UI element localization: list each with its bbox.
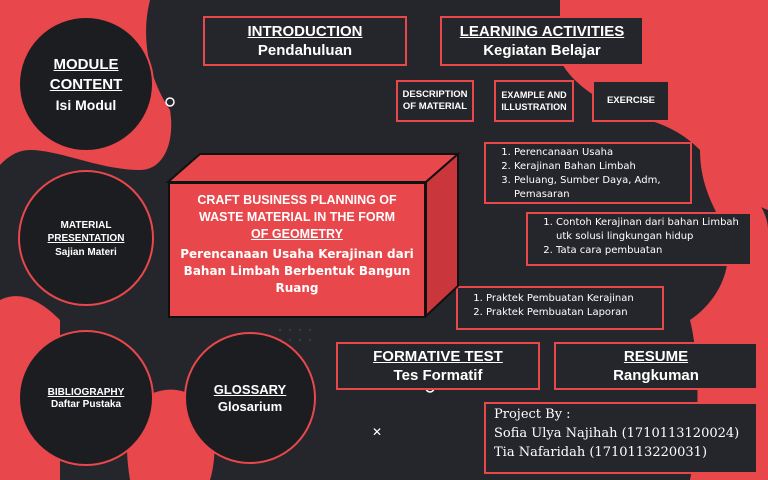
formative-test-box[interactable] bbox=[336, 342, 540, 390]
glossary-title: GLOSSARY bbox=[213, 382, 287, 397]
list-item: 2. Praktek Pembuatan Laporan bbox=[486, 306, 656, 320]
learning-activities-subtitle: Kegiatan Belajar bbox=[483, 42, 601, 59]
module-content-circle[interactable] bbox=[18, 16, 154, 152]
resume-box[interactable] bbox=[554, 342, 758, 390]
center-topic-box[interactable] bbox=[168, 182, 426, 318]
project-credits bbox=[484, 402, 758, 474]
resume-title: RESUME bbox=[623, 348, 689, 365]
project-label: Project By : bbox=[494, 407, 571, 422]
resume-subtitle: Rangkuman bbox=[613, 367, 699, 384]
material-presentation-circle[interactable] bbox=[18, 170, 154, 306]
learning-activities-box[interactable] bbox=[440, 16, 644, 66]
list-item: 2. Tata cara pembuatan bbox=[556, 244, 744, 258]
center-subtitle: Perencanaan Usaha Kerajinan dari Bahan Limbah Berbentuk Bangun Ruang bbox=[180, 247, 414, 295]
list-item: 1. Praktek Pembuatan Kerajinan bbox=[486, 292, 656, 306]
list-item: 1. Contoh Kerajinan dari bahan Limbah utk solusi lingkungan hidup bbox=[556, 216, 744, 244]
list-item: 2. Kerajinan Bahan Limbah bbox=[514, 160, 684, 174]
learning-activities-title: LEARNING ACTIVITIES bbox=[459, 23, 625, 40]
bibliography-circle[interactable] bbox=[18, 330, 154, 466]
center-title bbox=[170, 192, 424, 243]
list-item: 1. Perencanaan Usaha bbox=[514, 146, 684, 160]
description-of-material-box[interactable]: DESCRIPTION OF MATERIAL bbox=[396, 80, 474, 122]
list-item: 3. Peluang, Sumber Daya, Adm, Pemasaran bbox=[514, 174, 684, 202]
exercise-list bbox=[456, 286, 664, 330]
material-presentation-title-line2: PRESENTATION bbox=[47, 232, 125, 244]
material-presentation-title bbox=[48, 219, 125, 245]
bibliography-title: BIBLIOGRAPHY bbox=[47, 386, 125, 398]
formative-test-title: FORMATIVE TEST bbox=[373, 348, 503, 365]
formative-test-subtitle: Tes Formatif bbox=[393, 367, 483, 384]
center-title-line1: CRAFT BUSINESS PLANNING OF bbox=[197, 193, 397, 207]
introduction-box[interactable] bbox=[203, 16, 407, 66]
glossary-subtitle: Glosarium bbox=[217, 399, 283, 414]
glossary-circle[interactable] bbox=[184, 332, 316, 464]
center-title-line2: WASTE MATERIAL IN THE FORM bbox=[198, 210, 396, 224]
example-and-illustration-box[interactable]: EXAMPLE AND ILLUSTRATION bbox=[494, 80, 574, 122]
introduction-subtitle: Pendahuluan bbox=[257, 42, 353, 59]
project-member: Tia Nafaridah (1710113220031) bbox=[494, 445, 708, 460]
description-list bbox=[484, 142, 692, 204]
example-list bbox=[526, 212, 752, 266]
center-title-line3: OF GEOMETRY bbox=[251, 227, 343, 241]
introduction-title: INTRODUCTION bbox=[247, 23, 363, 40]
project-member: Sofia Ulya Najihah (1710113120024) bbox=[494, 426, 740, 441]
material-presentation-subtitle: Sajian Materi bbox=[55, 246, 117, 258]
exercise-box[interactable]: EXERCISE bbox=[592, 80, 670, 122]
module-content-title: MODULE CONTENT bbox=[49, 56, 123, 93]
svg-text:✕: ✕ bbox=[372, 425, 383, 439]
material-presentation-title-line1: MATERIAL bbox=[60, 219, 112, 231]
bibliography-subtitle: Daftar Pustaka bbox=[50, 398, 122, 410]
module-content-subtitle: Isi Modul bbox=[55, 97, 117, 113]
